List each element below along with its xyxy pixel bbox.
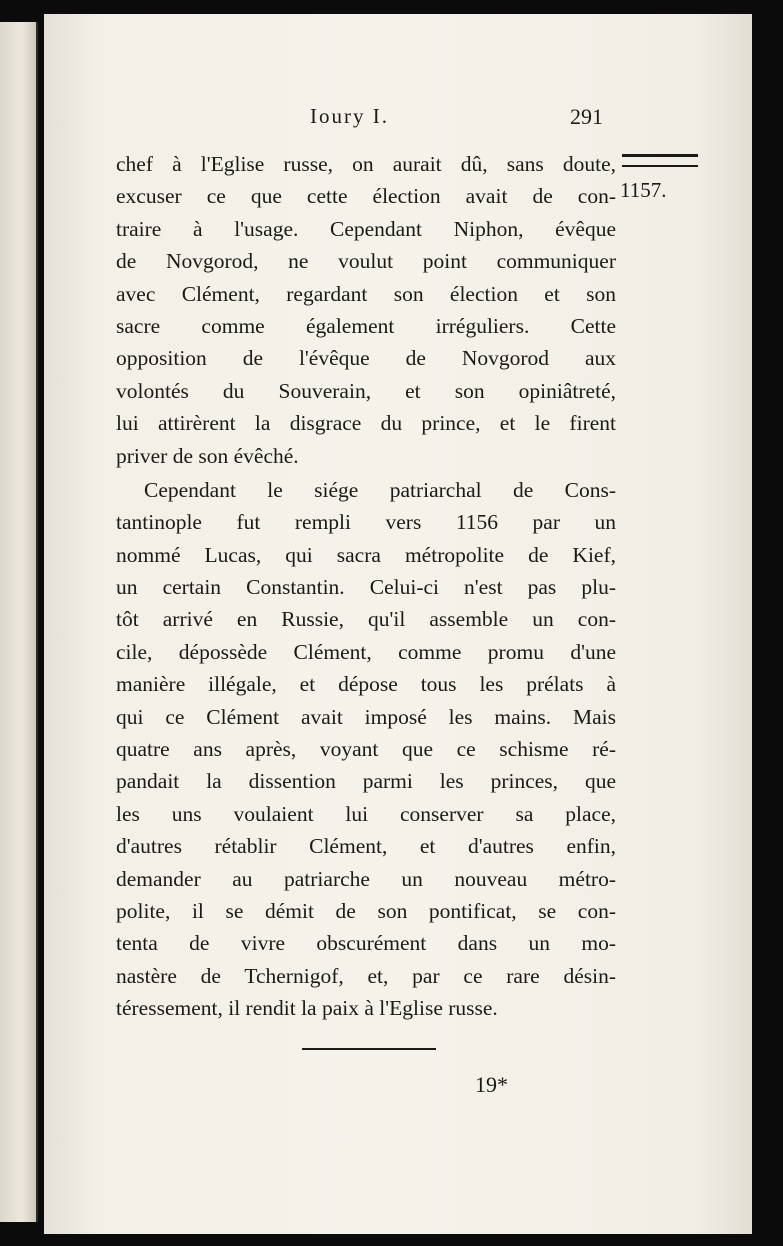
- text-line: nommé Lucas, qui sacra métropolite de Kief,: [116, 542, 616, 567]
- text-line: excuser ce que cette élection avait de con-: [116, 184, 616, 209]
- text-line: polite, il se démit de son pontificat, se con-: [116, 898, 616, 923]
- text-line: de Novgorod, ne voulut point communiquer: [116, 249, 616, 274]
- page-number: 291: [570, 104, 603, 129]
- text-line: lui attirèrent la disgrace du prince, et le firent: [116, 411, 616, 436]
- text-line: qui ce Clément avait imposé les mains. Mais: [116, 704, 616, 729]
- section-end-rule: [302, 1048, 436, 1050]
- text-line: tenta de vivre obscurément dans un mo-: [116, 931, 616, 956]
- text-line: tôt arrivé en Russie, qu'il assemble un con-: [116, 607, 616, 632]
- text-line: d'autres rétablir Clément, et d'autres enfin,: [116, 834, 616, 859]
- page-header: [0, 104, 783, 134]
- marginal-rule: [622, 154, 698, 167]
- running-head: Ioury I.: [310, 104, 389, 128]
- text-line: sacre comme également irréguliers. Cette: [116, 313, 616, 338]
- text-line: cile, dépossède Clément, comme promu d'une: [116, 639, 616, 664]
- text-line: manière illégale, et dépose tous les prélats à: [116, 672, 616, 697]
- left-page-edge: [0, 22, 38, 1222]
- paragraph-1: [116, 148, 616, 472]
- text-line: les uns voulaient lui conserver sa place,: [116, 801, 616, 826]
- page-border: [752, 14, 783, 1234]
- marginal-year: 1157.: [620, 178, 667, 202]
- text-line: opposition de l'évêque de Novgorod aux: [116, 346, 616, 371]
- text-line: téressement, il rendit la paix à l'Eglise russe.: [116, 996, 498, 1021]
- paragraph-2: [116, 474, 616, 1025]
- body-text: [116, 148, 616, 1025]
- text-line: nastère de Tchernigof, et, par ce rare désin-: [116, 963, 616, 988]
- text-line: tantinople fut rempli vers 1156 par un: [116, 510, 616, 535]
- text-line: traire à l'usage. Cependant Niphon, évêque: [116, 216, 616, 241]
- text-line: quatre ans après, voyant que ce schisme ré-: [116, 737, 616, 762]
- text-line: avec Clément, regardant son élection et son: [116, 281, 616, 306]
- text-line: un certain Constantin. Celui-ci n'est pas plu-: [116, 575, 616, 600]
- signature-mark: 19*: [475, 1072, 508, 1097]
- text-line: chef à l'Eglise russe, on aurait dû, sans doute,: [116, 152, 616, 176]
- text-line: pandait la dissention parmi les princes, que: [116, 769, 616, 794]
- text-line: priver de son évêché.: [116, 443, 299, 468]
- text-line: Cependant le siége patriarchal de Cons-: [144, 477, 616, 502]
- text-line: volontés du Souverain, et son opiniâtreté,: [116, 378, 616, 403]
- text-line: demander au patriarche un nouveau métro-: [116, 866, 616, 891]
